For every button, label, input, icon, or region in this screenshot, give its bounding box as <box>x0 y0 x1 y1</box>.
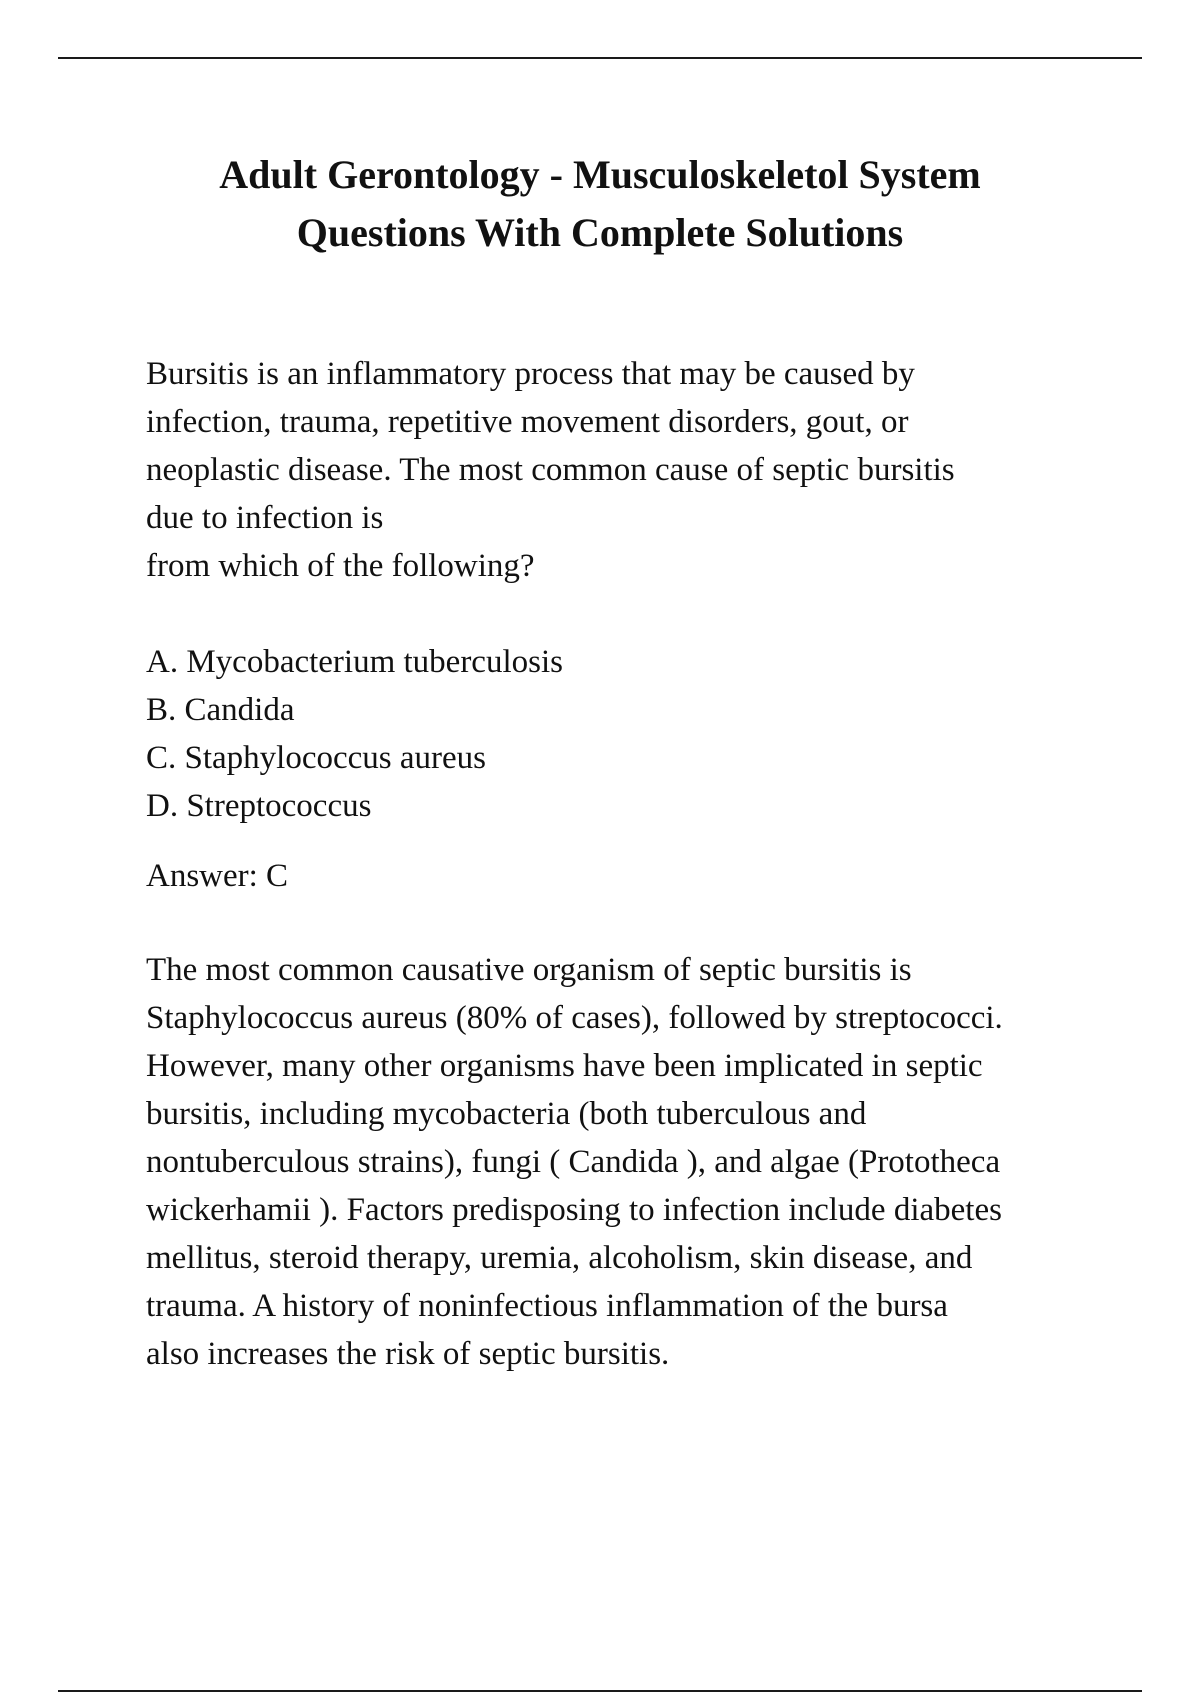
title-line: Questions With Complete Solutions <box>296 210 904 255</box>
answer-options <box>146 638 1106 830</box>
question-line: due to infection is <box>146 500 384 536</box>
question-text <box>146 350 1106 590</box>
top-rule <box>58 57 1142 59</box>
explanation-line: However, many other organisms have been implicated in septic <box>146 1048 983 1084</box>
explanation-line: Staphylococcus aureus (80% of cases), followed by streptococci. <box>146 1000 1003 1036</box>
explanation-text <box>146 946 1106 1378</box>
explanation-line: trauma. A history of noninfectious inflammation of the bursa <box>146 1288 948 1324</box>
explanation-line: bursitis, including mycobacteria (both tuberculous and <box>146 1096 867 1132</box>
title-line: Adult Gerontology - Musculoskeletol System <box>219 152 981 197</box>
explanation-line: wickerhamii ). Factors predisposing to infection include diabetes <box>146 1192 1002 1228</box>
answer-line: Answer: C <box>146 858 289 894</box>
explanation-line: also increases the risk of septic bursitis. <box>146 1336 670 1372</box>
explanation-line: nontuberculous strains), fungi ( Candida ), and algae (Prototheca <box>146 1144 1001 1180</box>
option-d: D. Streptococcus <box>146 788 372 824</box>
question-line: infection, trauma, repetitive movement disorders, gout, or <box>146 404 909 440</box>
explanation-line: mellitus, steroid therapy, uremia, alcoholism, skin disease, and <box>146 1240 973 1276</box>
option-c: C. Staphylococcus aureus <box>146 740 487 776</box>
question-line: from which of the following? <box>146 548 535 584</box>
question-line: Bursitis is an inflammatory process that may be caused by <box>146 356 915 392</box>
option-b: B. Candida <box>146 692 295 728</box>
page-title <box>100 146 1100 262</box>
question-line: neoplastic disease. The most common cause of septic bursitis <box>146 452 955 488</box>
bottom-rule <box>58 1690 1142 1692</box>
option-a: A. Mycobacterium tuberculosis <box>146 644 563 680</box>
explanation-line: The most common causative organism of septic bursitis is <box>146 952 912 988</box>
